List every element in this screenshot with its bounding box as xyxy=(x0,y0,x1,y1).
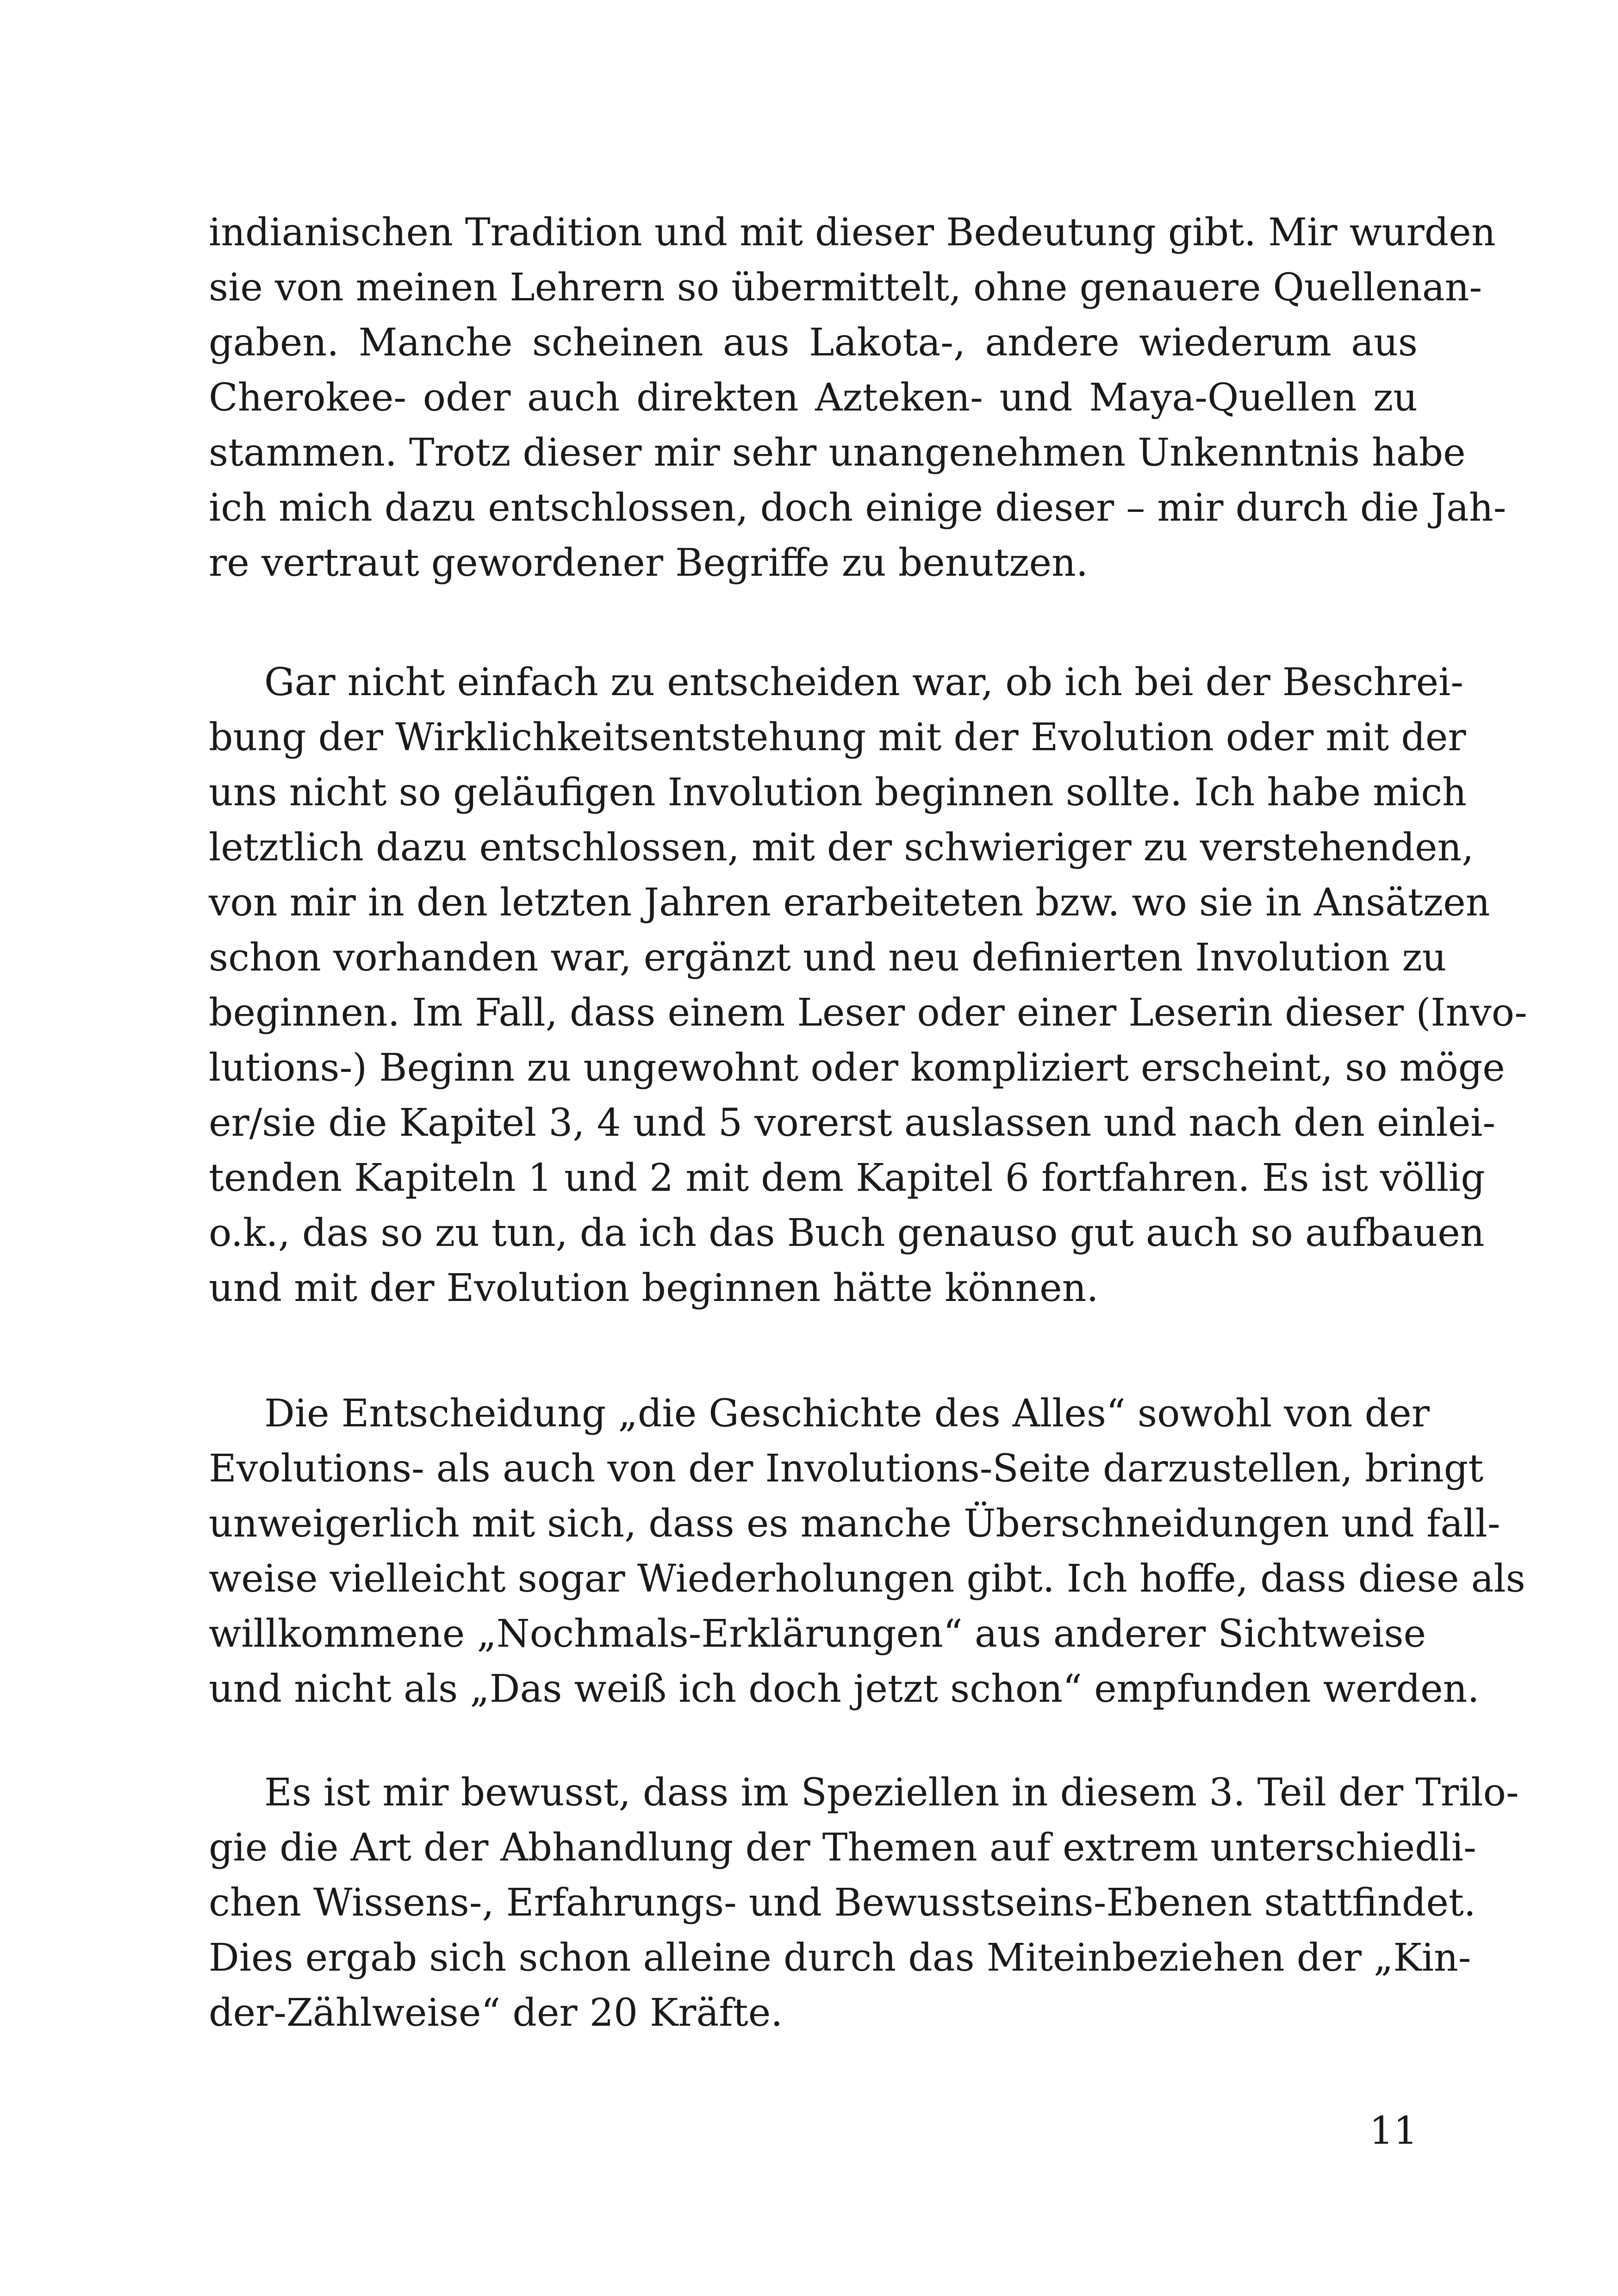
text-line: lutions-) Beginn zu ungewohnt oder kompliziert erscheint, so möge xyxy=(209,1046,1505,1090)
text-line: gie die Art der Abhandlung der Themen auf extrem unterschiedli- xyxy=(209,1826,1476,1870)
text-line: Dies ergab sich schon alleine durch das Miteinbeziehen der „Kin- xyxy=(209,1936,1471,1980)
text-line: er/sie die Kapitel 3, 4 und 5 vorerst auslassen und nach den einlei- xyxy=(209,1101,1496,1145)
page-number: 11 xyxy=(1369,2109,1418,2153)
text-line: und mit der Evolution beginnen hätte können. xyxy=(209,1266,1099,1310)
paragraph-2 xyxy=(209,655,1527,1316)
text-line: Evolutions- als auch von der Involutions-Seite darzustellen, bringt xyxy=(209,1447,1484,1491)
text-line: letztlich dazu entschlossen, mit der schwieriger zu verstehenden, xyxy=(209,826,1474,870)
text-line: Es ist mir bewusst, dass im Speziellen in diesem 3. Teil der Trilo- xyxy=(264,1771,1519,1815)
paragraph-3 xyxy=(209,1386,1525,1717)
text-line: re vertraut gewordener Begriffe zu benutzen. xyxy=(209,541,1088,585)
text-line: indianischen Tradition und mit dieser Bedeutung gibt. Mir wurden xyxy=(209,211,1496,255)
text-line: uns nicht so geläufigen Involution beginnen sollte. Ich habe mich xyxy=(209,771,1467,815)
text-line: weise vielleicht sogar Wiederholungen gibt. Ich hoffe, dass diese als xyxy=(209,1557,1525,1601)
text-line: tenden Kapiteln 1 und 2 mit dem Kapitel 6 fortfahren. Es ist völlig xyxy=(209,1156,1485,1200)
text-line: sie von meinen Lehrern so übermittelt, ohne genauere Quellenan- xyxy=(209,266,1482,310)
text-line: schon vorhanden war, ergänzt und neu definierten Involution zu xyxy=(209,936,1447,980)
text-line: stammen. Trotz dieser mir sehr unangenehmen Unkenntnis habe xyxy=(209,431,1466,475)
paragraph-1 xyxy=(209,205,1506,591)
text-line: unweigerlich mit sich, dass es manche Überschneidungen und fall- xyxy=(209,1502,1500,1546)
text-line: willkommene „Nochmals-Erklärungen“ aus anderer Sichtweise xyxy=(209,1612,1426,1656)
text-line: Gar nicht einfach zu entscheiden war, ob ich bei der Beschrei- xyxy=(264,660,1464,704)
text-line: gaben. Manche scheinen aus Lakota-, andere wiederum aus xyxy=(209,321,1418,365)
text-line: bung der Wirklichkeitsentstehung mit der Evolution oder mit der xyxy=(209,716,1466,759)
text-line: o.k., das so zu tun, da ich das Buch genauso gut auch so aufbauen xyxy=(209,1211,1485,1255)
text-line: und nicht als „Das weiß ich doch jetzt schon“ empfunden werden. xyxy=(209,1667,1480,1711)
text-line: beginnen. Im Fall, dass einem Leser oder einer Leserin dieser (Invo- xyxy=(209,991,1527,1035)
text-line: der-Zählweise“ der 20 Kräfte. xyxy=(209,1991,783,2035)
text-line: Cherokee- oder auch direkten Azteken- und Maya-Quellen zu xyxy=(209,376,1418,420)
text-line: Die Entscheidung „die Geschichte des Alles“ sowohl von der xyxy=(264,1392,1430,1436)
text-line: chen Wissens-, Erfahrungs- und Bewusstseins-Ebenen stattfindet. xyxy=(209,1881,1476,1925)
paragraph-4 xyxy=(209,1765,1519,2041)
text-line: ich mich dazu entschlossen, doch einige dieser – mir durch die Jah- xyxy=(209,486,1506,530)
text-line: von mir in den letzten Jahren erarbeiteten bzw. wo sie in Ansätzen xyxy=(209,881,1490,925)
